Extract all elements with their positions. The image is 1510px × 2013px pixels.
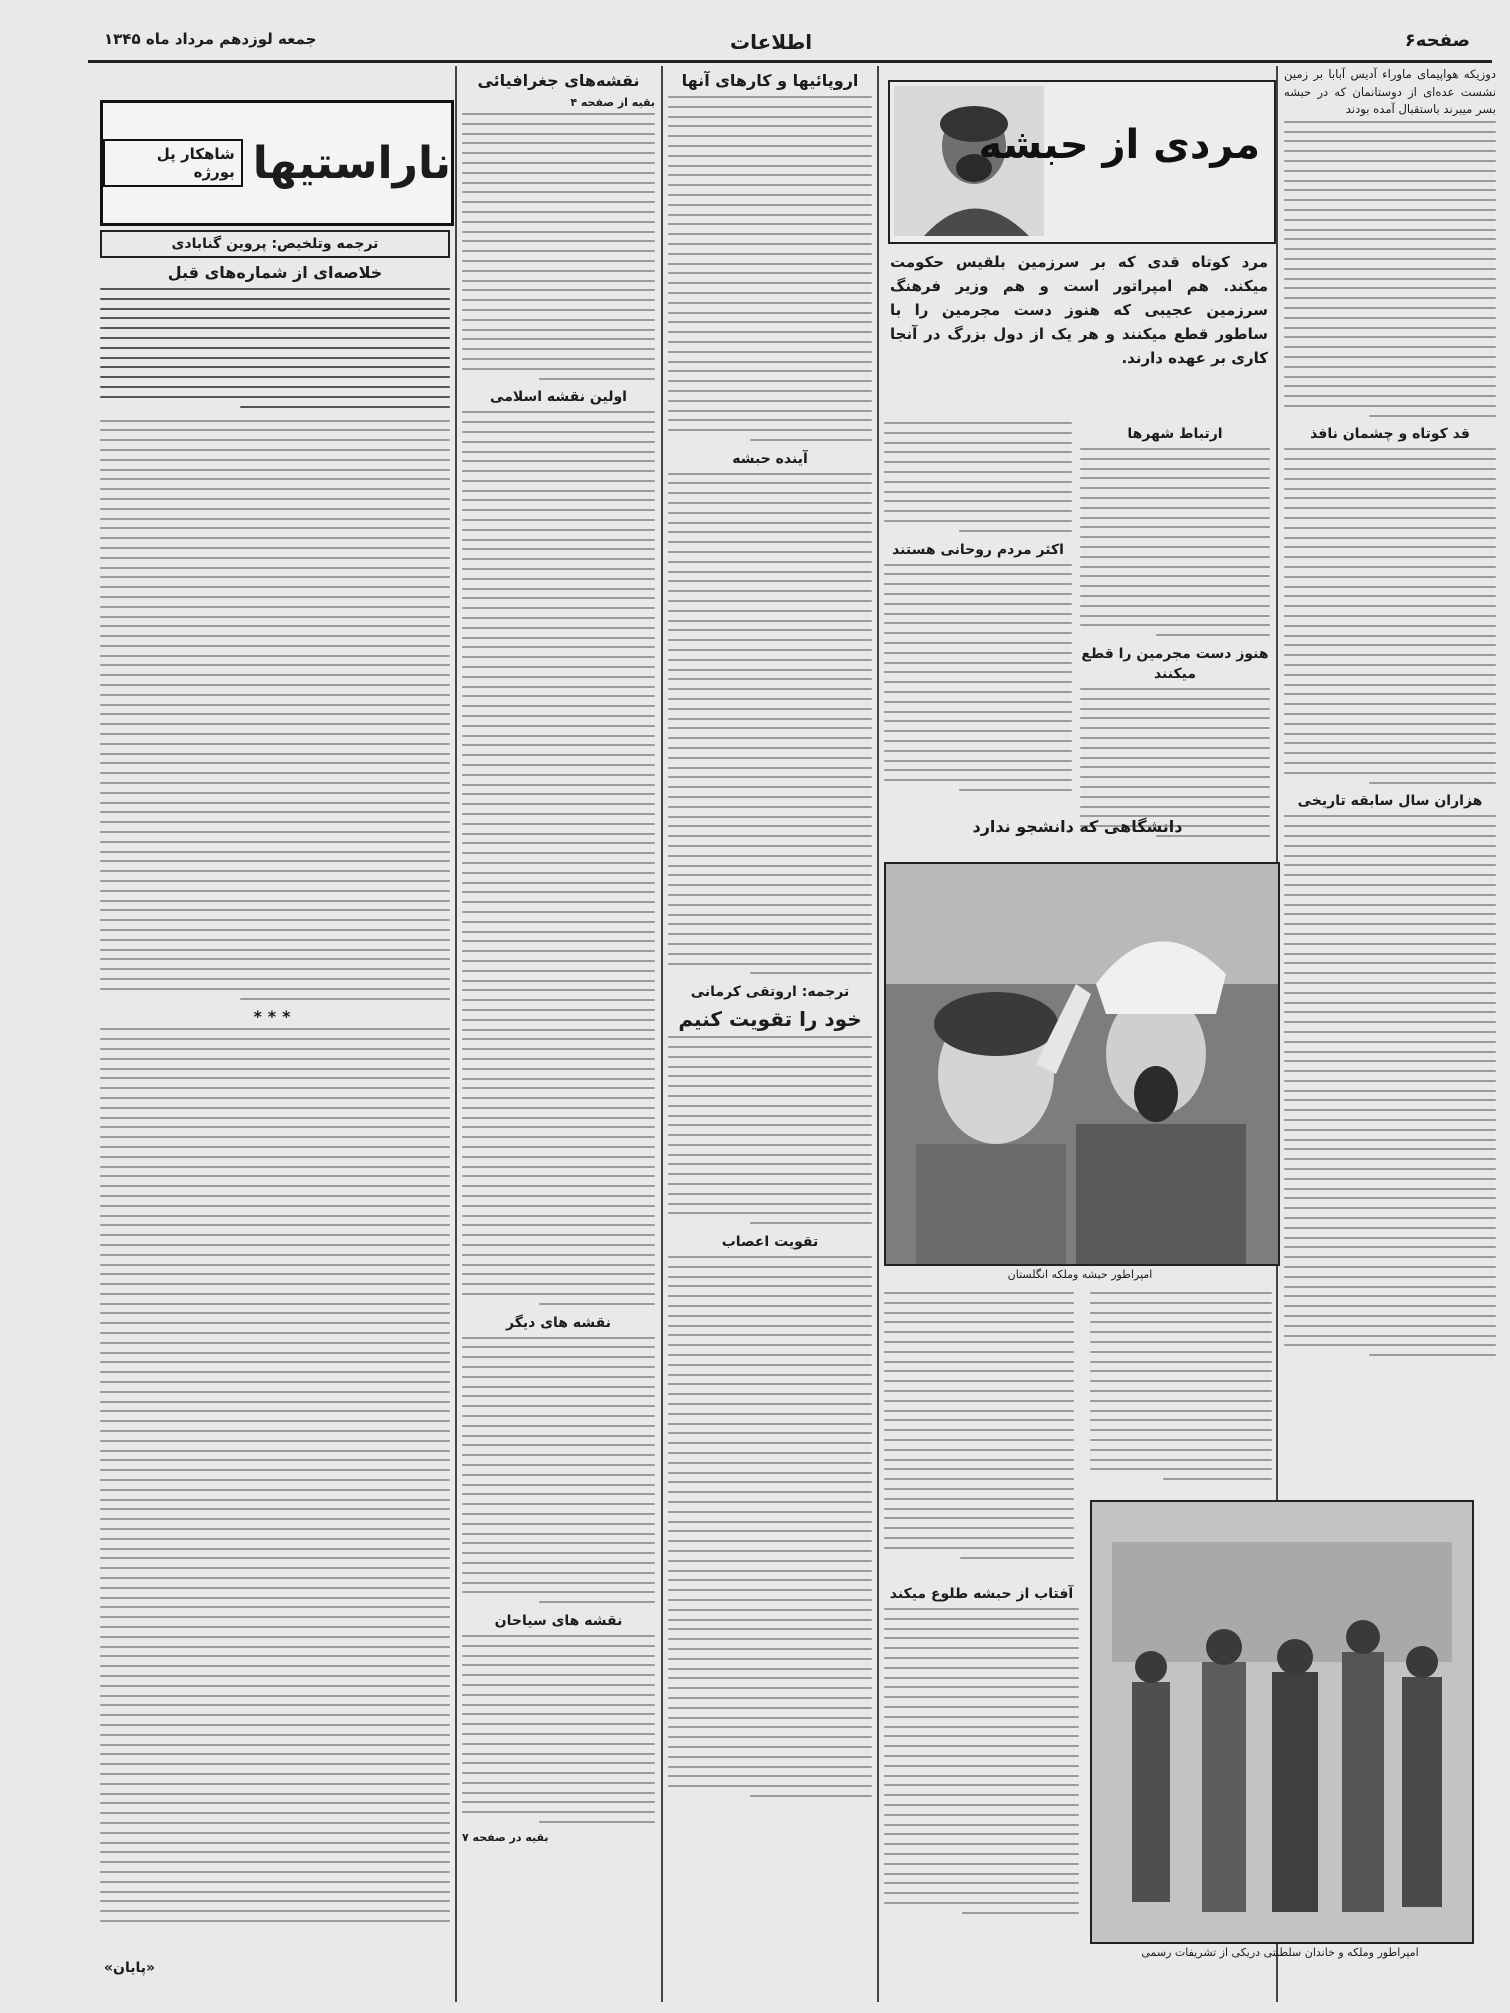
text-lines	[884, 422, 1072, 532]
subheading-europeans: اروپائیها و کارهای آنها	[681, 71, 859, 90]
text-lines	[668, 1036, 872, 1224]
header-rule	[88, 60, 1492, 63]
text-lines	[884, 564, 1072, 791]
subheading-spiritual: اکثر مردم روحانی هستند	[892, 541, 1064, 558]
column-maps	[462, 66, 655, 2002]
text-lines	[1284, 121, 1496, 417]
text-lines	[668, 96, 872, 441]
issue-date: جمعه لوزدهم مرداد ماه ۱۳۴۵	[104, 30, 317, 48]
intro-block	[890, 250, 1268, 420]
masthead: اطلاعات	[730, 30, 813, 54]
subheading-other-maps: نقشه های دیگر	[506, 1314, 611, 1331]
subheading-sun-rises: آفتاب از حبشه طلوع میکند	[889, 1586, 1074, 1602]
summary-heading: خلاصه‌ای از شماره‌های قبل	[167, 263, 383, 282]
column-rule	[661, 66, 663, 2002]
translator-line: ترجمه: اروتقی کرمانی	[690, 984, 850, 1001]
banner-subtitle: شاهکار پل بورژه	[103, 139, 243, 187]
column-middle-right	[1080, 420, 1270, 840]
article-text: دوزیکه هواپیمای ماوراء آدیس آبابا بر زمین نشست عده‌ای از دوستانمان که در حبشه بسر میبرند باستقبال آمده بودند	[1284, 67, 1496, 117]
text-lines	[462, 1337, 655, 1604]
photo-image	[1092, 1502, 1472, 1942]
text-lines	[1090, 1292, 1272, 1480]
column-sun-rises	[884, 1580, 1079, 1940]
subheading-future: آینده حبشه	[732, 450, 808, 467]
headline-box	[888, 80, 1276, 244]
intro-text: مرد کوتاه قدی که بر سرزمین بلقیس حکومت میکند. هم امپراتور است و هم وزیر فرهنگ سرزمین عجیبی که هنوز دست مجرمین را با ساطور قطع میکنند و هر یک از دول بزرگ در آنجا کاری بر عهده دارند.	[890, 253, 1268, 367]
text-lines	[462, 411, 655, 1305]
text-lines	[100, 1028, 450, 1926]
page-number: صفحه۶	[1404, 30, 1470, 51]
continued-on: بقیه در صفحه ۷	[462, 1830, 549, 1844]
text-lines	[668, 1256, 872, 1797]
subheading-cities: ارتباط شهرها	[1127, 426, 1223, 442]
subheading-history: هزاران سال سابقه تاریخی	[1297, 793, 1483, 810]
section-separator: ***	[253, 1007, 297, 1027]
subheading-hands: هنوز دست مجرمین را قطع میکنند	[1081, 645, 1269, 682]
subheading-nerves: تقویت اعصاب	[721, 1234, 819, 1251]
text-lines	[668, 473, 872, 975]
text-lines	[884, 1292, 1074, 1559]
banner-title: ناراستیها	[252, 137, 451, 189]
text-lines	[1080, 448, 1270, 636]
continued-from: بقیه از صفحه ۴	[570, 96, 655, 109]
photo-caption-emperor-queen: امپراطور حبشه وملکه انگلستان	[1007, 1268, 1153, 1281]
photo-emperor-queen	[884, 862, 1280, 1266]
text-lines	[462, 113, 655, 380]
subheading-university: دانشگاهی که دانشجو ندارد	[972, 817, 1183, 836]
subheading-maps: نقشه‌های جغرافیائی	[477, 71, 640, 90]
photo-royal-ceremony	[1090, 1500, 1474, 1944]
column-europeans	[668, 66, 872, 2002]
column-novel	[100, 226, 450, 1926]
text-lines	[100, 420, 450, 1000]
text-lines	[1284, 815, 1496, 1356]
column-lower-mid-left	[884, 1290, 1074, 1630]
text-lines	[884, 1608, 1079, 1914]
subheading-short-height: قد کوتاه و چشمان نافذ	[1310, 426, 1470, 443]
article-title-strengthen: خود را تقویت کنیم	[678, 1007, 862, 1032]
photo-image	[886, 864, 1278, 1264]
translator-box: ترجمه وتلخیص: پروین گنابادی	[100, 230, 450, 258]
university-head-block	[885, 812, 1270, 858]
main-headline: مردی از حبشه	[978, 122, 1260, 168]
feature-banner	[100, 100, 454, 226]
column-middle-left	[884, 420, 1072, 840]
column-rule	[455, 66, 457, 2002]
text-lines	[462, 1635, 655, 1823]
summary-lines	[100, 288, 450, 408]
column-lower-mid-right	[1090, 1290, 1272, 1485]
end-mark: «پایان»	[104, 1960, 156, 1976]
subheading-travelers-maps: نقشه های سیاحان	[494, 1612, 623, 1629]
column-rule	[877, 66, 879, 2002]
photo-caption-royal-ceremony: امپراطور وملکه و خاندان سلطنتی دریکی از تشریفات رسمی	[1141, 1946, 1419, 1959]
subheading-islamic-map: اولین نقشه اسلامی	[490, 389, 627, 406]
text-lines	[1284, 448, 1496, 783]
